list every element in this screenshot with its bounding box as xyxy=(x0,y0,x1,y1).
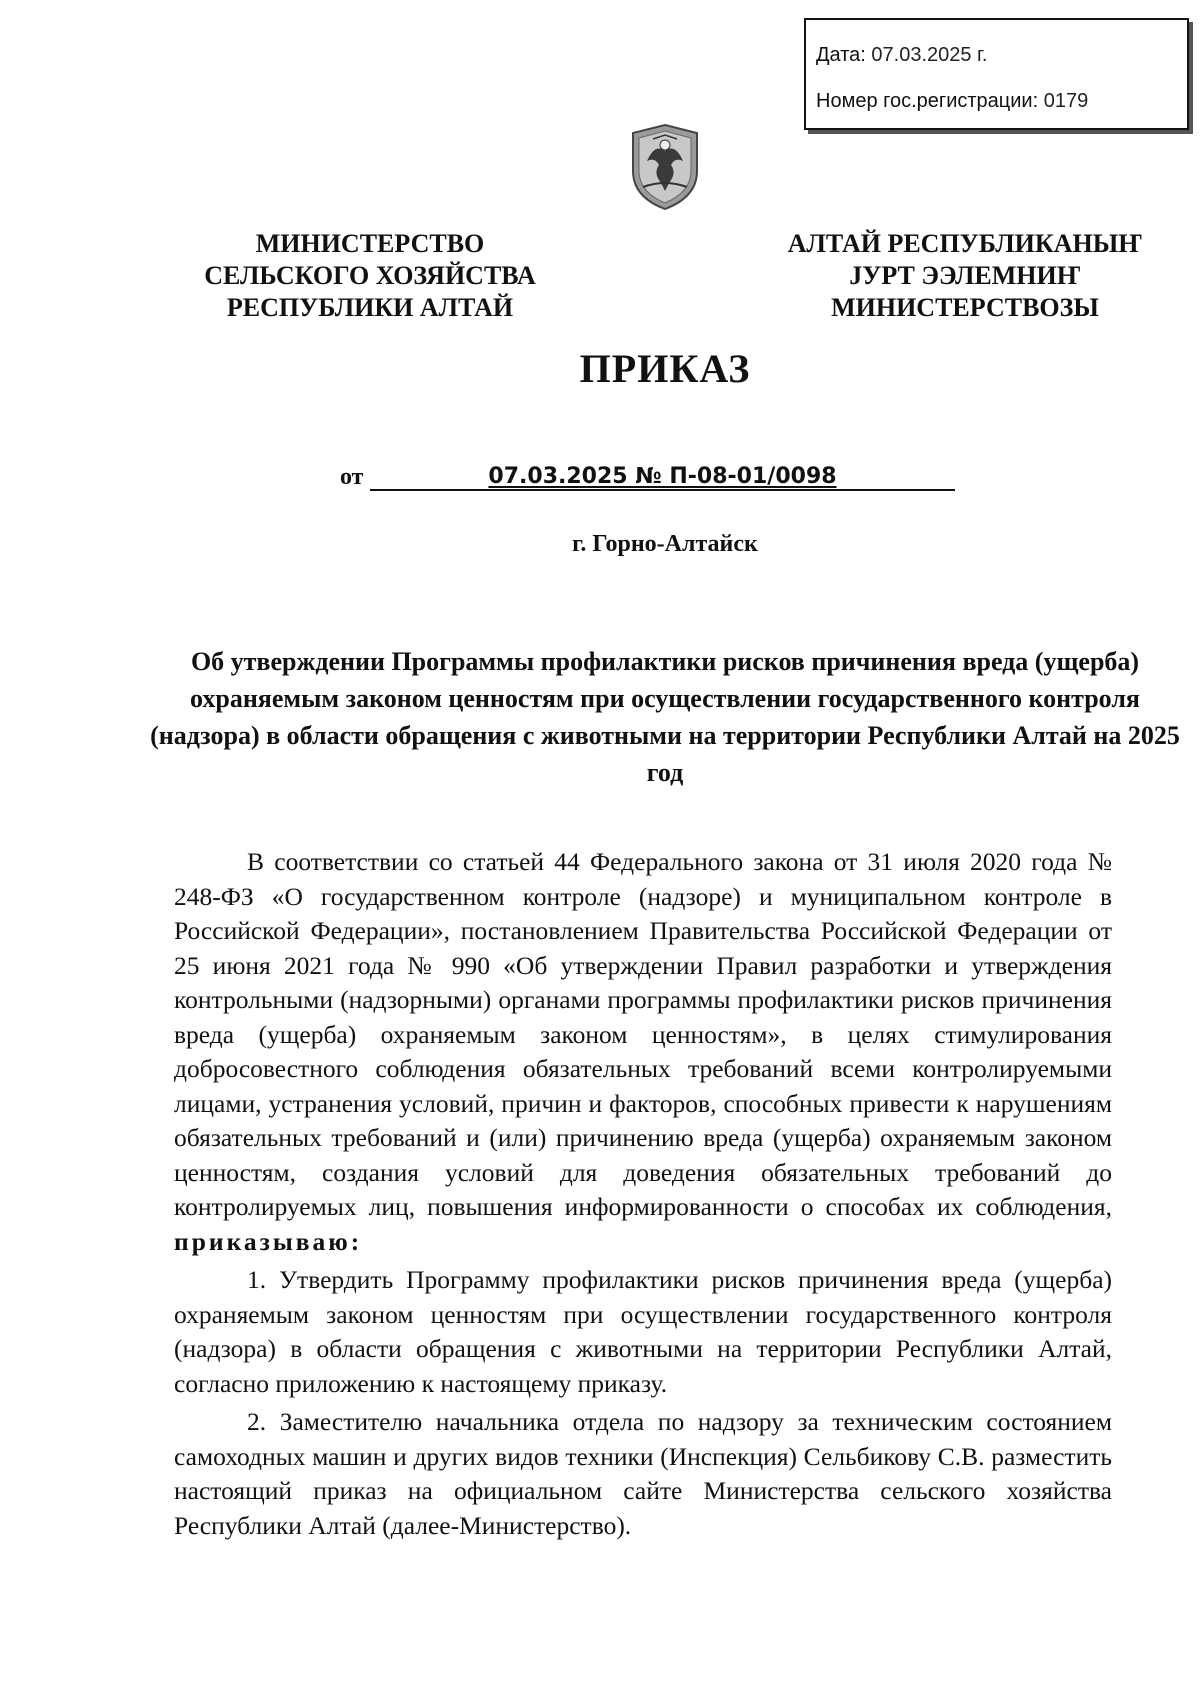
order-item-1: 1. Утвердить Программу профилактики рисков причинения вреда (ущерба) охраняемым законом ценностям при осуществлении государственного контроля (надзора) в области обращения с животными на территории Республики Алтай, согласно приложению к настоящему приказу. xyxy=(174,1265,1112,1398)
registration-number xyxy=(816,90,1088,113)
org-alt-line-2: ЈУРТ ЭЭЛЕМНИҤ xyxy=(849,261,1081,290)
registration-number-label: Номер гос.регистрации: xyxy=(816,90,1039,112)
order-directive: приказываю: xyxy=(174,1226,363,1256)
document-type-title: ПРИКАЗ xyxy=(579,346,751,391)
org-ru-line-3: РЕСПУБЛИКИ АЛТАЙ xyxy=(226,293,514,322)
city-line: г. Горно-Алтайск xyxy=(572,531,758,557)
org-alt-line-3: МИНИСТЕРСТВОЗЫ xyxy=(831,293,1099,322)
order-item-2: 2. Заместителю начальника отдела по надзору за техническим состоянием самоходных машин и других видов техники (Инспекция) Сельбикову С.В. разместить настоящий приказ на официальном сайте Министерства сельского хозяйства Республики Алтай (далее-Министерство). xyxy=(174,1407,1112,1540)
registration-date-label: Дата: xyxy=(816,44,866,66)
order-body xyxy=(174,845,1112,1543)
registration-number-value: 0179 xyxy=(1043,90,1089,112)
order-number: 07.03.2025 № П-08-01/0098 xyxy=(370,464,955,491)
registration-date-value: 07.03.2025 г. xyxy=(871,44,988,66)
preamble-text: В соответствии со статьей 44 Федерального закона от 31 июля 2020 года № 248-ФЗ «О государственном контроле (надзоре) и муниципальном контроле в Российской Федерации», постановлением Правительства Российской Федерации от 25 июня 2021 года № 990 «Об утверждении Правил разработки и утверждения контрольными (надзорными) органами программы профилактики рисков причинения вреда (ущерба) охраняемым законом ценностям», в целях стимулирования добросовестного соблюдения обязательных требований всеми контролируемыми лицами, устранения условий, причин и факторов, способных привести к нарушениям обязательных требований и (или) причинению вреда (ущерба) охраняемым законом ценностям, создания условий для доведения обязательных требований до контролируемых лиц, повышения информированности о способах их соблюдения, xyxy=(174,847,1112,1221)
ministry-name-russian xyxy=(170,228,570,324)
ministry-name-altai xyxy=(765,228,1165,324)
preamble-paragraph xyxy=(174,845,1112,1259)
coat-of-arms-icon xyxy=(625,121,705,213)
registration-stamp xyxy=(804,18,1189,130)
registration-date xyxy=(816,44,987,67)
org-ru-line-2: СЕЛЬСКОГО ХОЗЯЙСТВА xyxy=(204,261,536,290)
order-subject: Об утверждении Программы профилактики рисков причинения вреда (ущерба) охраняемым законом ценностям при осуществлении государственного контроля (надзора) в области обращения с животными на территории Республики Алтай на 2025 год xyxy=(150,647,1180,787)
org-alt-line-1: АЛТАЙ РЕСПУБЛИКАНЫҤ xyxy=(787,229,1143,258)
org-ru-line-1: МИНИСТЕРСТВО xyxy=(255,229,485,258)
order-date-number xyxy=(340,464,960,494)
order-prefix: от xyxy=(340,464,364,490)
